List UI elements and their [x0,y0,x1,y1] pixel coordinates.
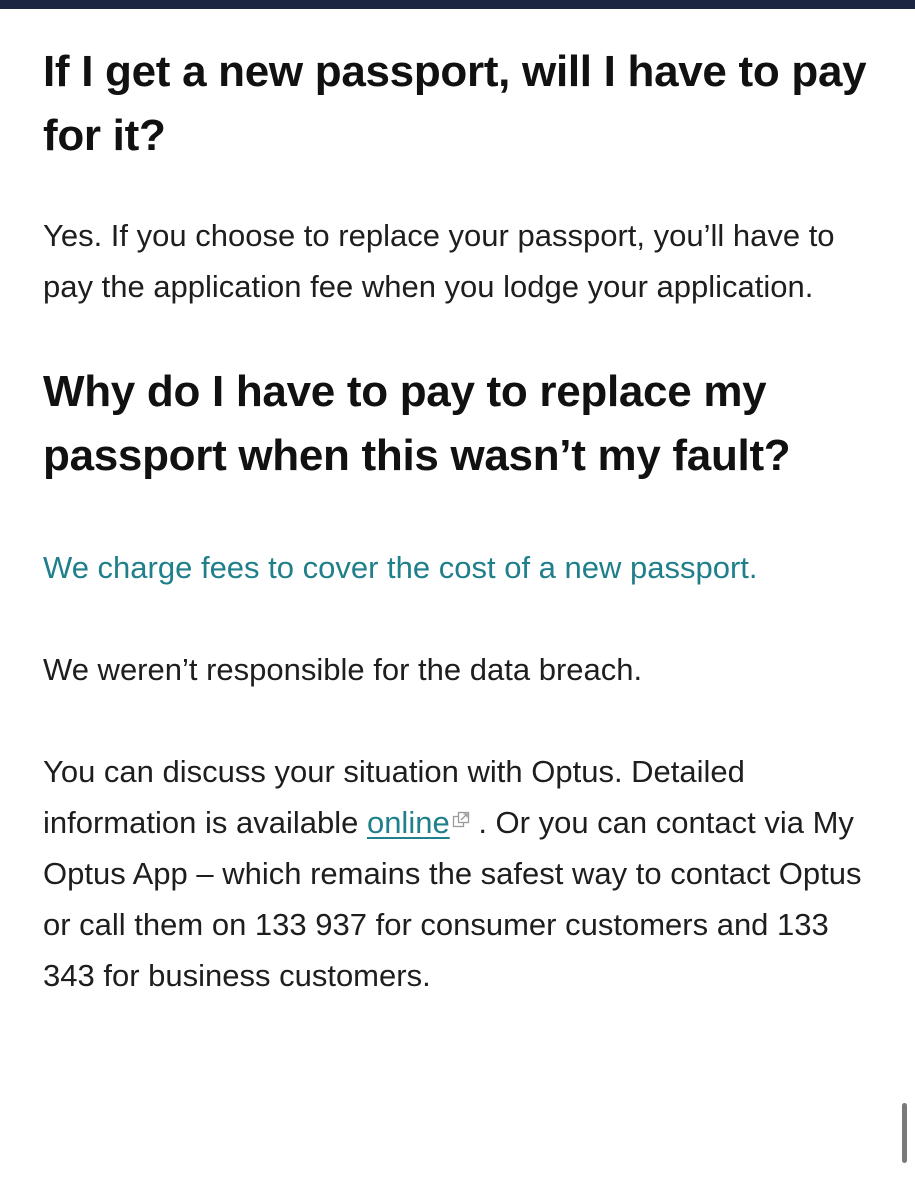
external-link-icon[interactable] [452,811,470,829]
faq-question-why-pay: Why do I have to pay to replace my passport when this wasn’t my fault? [43,367,791,480]
faq-content [43,40,883,1001]
contact-text-after: . Or you can contact via My Optus App – which remains the safest way to contact Optus or call them on 133 937 for consumer customers and 133 343 for business customers. [43,805,862,993]
faq-answer-not-responsible: We weren’t responsible for the data breach. [43,652,643,687]
contact-text-before: You can discuss your situation with Optus. Detailed information is available [43,754,745,840]
scrollbar-thumb[interactable] [902,1103,907,1163]
faq-answer-new-passport-cost: Yes. If you choose to replace your passport, you’ll have to pay the application fee when you lodge your application. [43,218,835,304]
online-link[interactable]: online [366,805,450,840]
faq-answer-highlight: We charge fees to cover the cost of a new passport. [43,550,758,585]
faq-answer-contact-optus [43,746,883,1001]
faq-question-new-passport-cost: If I get a new passport, will I have to pay for it? [43,47,867,160]
top-bar [0,0,915,9]
